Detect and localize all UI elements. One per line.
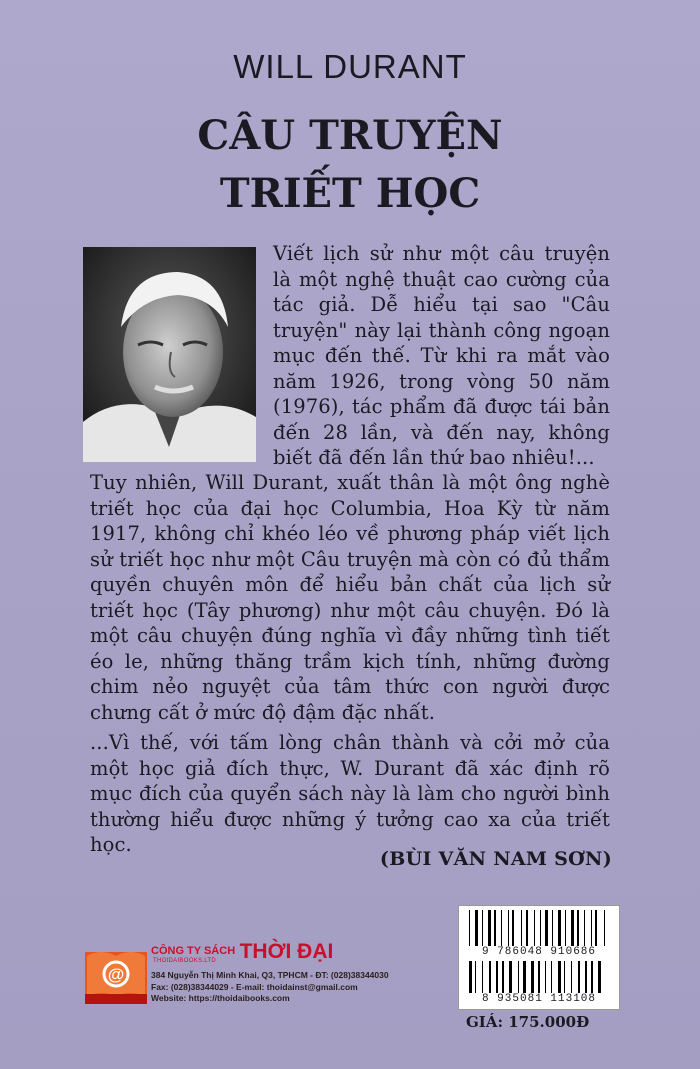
barcode-bar: [538, 961, 540, 993]
barcode-bar: [545, 961, 546, 993]
barcode-bar: [551, 961, 552, 993]
quote-signature: (BÙI VĂN NAM SƠN): [379, 848, 612, 870]
barcode-bar: [475, 961, 476, 993]
barcode-bar: [540, 910, 541, 946]
barcode-bar: [545, 910, 548, 946]
barcode-bar: [526, 910, 528, 946]
price-label: GIÁ: 175.000Đ: [466, 1013, 590, 1031]
barcode-bar: [558, 961, 561, 993]
ean-barcode-icon: [467, 961, 611, 993]
barcode-bar: [501, 910, 502, 946]
barcode-bar: [494, 910, 496, 946]
book-title-line2: TRIẾT HỌC: [219, 170, 481, 217]
isbn-barcode-icon: [467, 910, 611, 946]
publisher-subname: THOIDAIBOOKS.LTD: [153, 958, 217, 964]
barcode-bar: [577, 910, 579, 946]
author-name: WILL DURANT: [233, 48, 467, 85]
author-portrait-photo: [83, 247, 256, 462]
publisher-address: 384 Nguyễn Thị Minh Khai, Q3, TPHCM - ĐT: (028)38344030: [151, 970, 389, 980]
barcode-bar: [558, 910, 561, 946]
svg-text:@: @: [107, 965, 125, 984]
barcode-bar: [469, 961, 472, 993]
barcode-bar: [571, 961, 572, 993]
isbn-number: 9 786048 910686: [481, 946, 597, 958]
barcode-bar: [591, 910, 592, 946]
barcode-bar: [489, 961, 491, 993]
publisher-logo-icon: [85, 944, 147, 1004]
barcode-bar: [512, 910, 514, 946]
barcode-bar: [585, 961, 587, 993]
author-portrait-image: [83, 247, 256, 462]
publisher-brand-small: CÔNG TY SÁCH: [151, 945, 236, 957]
intro-paragraph: Viết lịch sử như một câu truyện là một nghệ thuật cao cường của tác giả. Dễ hiểu tại sao "Câu truyện" này lại thành công ngoạn mục đến thế. Từ khi ra mắt vào năm 1926, trong vòng 50 năm (1976), tác phẩm đã được tái bản đến 28 lần, và đến nay, không biết đã đến lần thứ bao nhiêu!...: [273, 242, 610, 469]
barcode-bar: [604, 910, 605, 946]
barcode-bar: [578, 961, 580, 993]
body-paragraph: Tuy nhiên, Will Durant, xuất thân là một ông nghè triết học của đại học Columbia, Hoa Kỳ từ năm 1917, không chỉ khéo léo về phương pháp viết lịch sử triết học như một Câu truyện mà còn có đủ thẩm quyền chuyên môn để hiểu bản chất của lịch sử triết học (Tây phương) như một câu chuyện. Đó là một câu chuyện đúng nghĩa vì đầy những tình tiết éo le, những thăng trầm kịch tính, những đường chim nẻo nguyệt của tâm thức con người được chưng cất ở mức độ đậm đặc nhất.: [90, 471, 610, 724]
barcode-bar: [521, 910, 522, 946]
barcode-bar: [482, 910, 483, 946]
barcode-bar: [591, 961, 593, 993]
barcode-sticker: [458, 905, 620, 1010]
barcode-bar: [488, 910, 491, 946]
barcode-bar: [502, 961, 504, 993]
publisher-brand-big: THỜI ĐẠI: [239, 940, 334, 963]
barcode-bar: [508, 910, 509, 946]
barcode-bar: [595, 910, 597, 946]
barcode-bar: [523, 961, 526, 993]
barcode-bar: [469, 910, 470, 946]
barcode-bar: [552, 910, 553, 946]
barcode-bar: [509, 961, 512, 993]
publisher-block: [85, 940, 389, 1010]
barcode-bar: [584, 910, 585, 946]
ean-number: 8 935081 113108: [481, 993, 597, 1005]
barcode-bar: [571, 910, 574, 946]
barcode-bar: [565, 910, 566, 946]
barcode-bar: [598, 961, 601, 993]
barcode-bar: [475, 910, 478, 946]
book-title-line1: CÂU TRUYỆN: [197, 112, 503, 159]
barcode-bar: [482, 961, 483, 993]
closing-paragraph: ...Vì thế, với tấm lòng chân thành và cởi mở của một học giả đích thực, W. Durant đã xác định rõ mục đích của quyển sách này là làm cho người bình thường hiểu được những ý tưởng cao xa của triết học.: [90, 731, 610, 856]
barcode-bar: [564, 961, 565, 993]
barcode-bar: [531, 961, 534, 993]
barcode-bar: [518, 961, 519, 993]
barcode-bar: [496, 961, 498, 993]
barcode-bar: [534, 910, 535, 946]
publisher-website: Website: https://thoidaibooks.com: [151, 993, 290, 1003]
publisher-fax-email: Fax: (028)38344029 - E-mail: thoidainst@gmail.com: [151, 982, 358, 992]
